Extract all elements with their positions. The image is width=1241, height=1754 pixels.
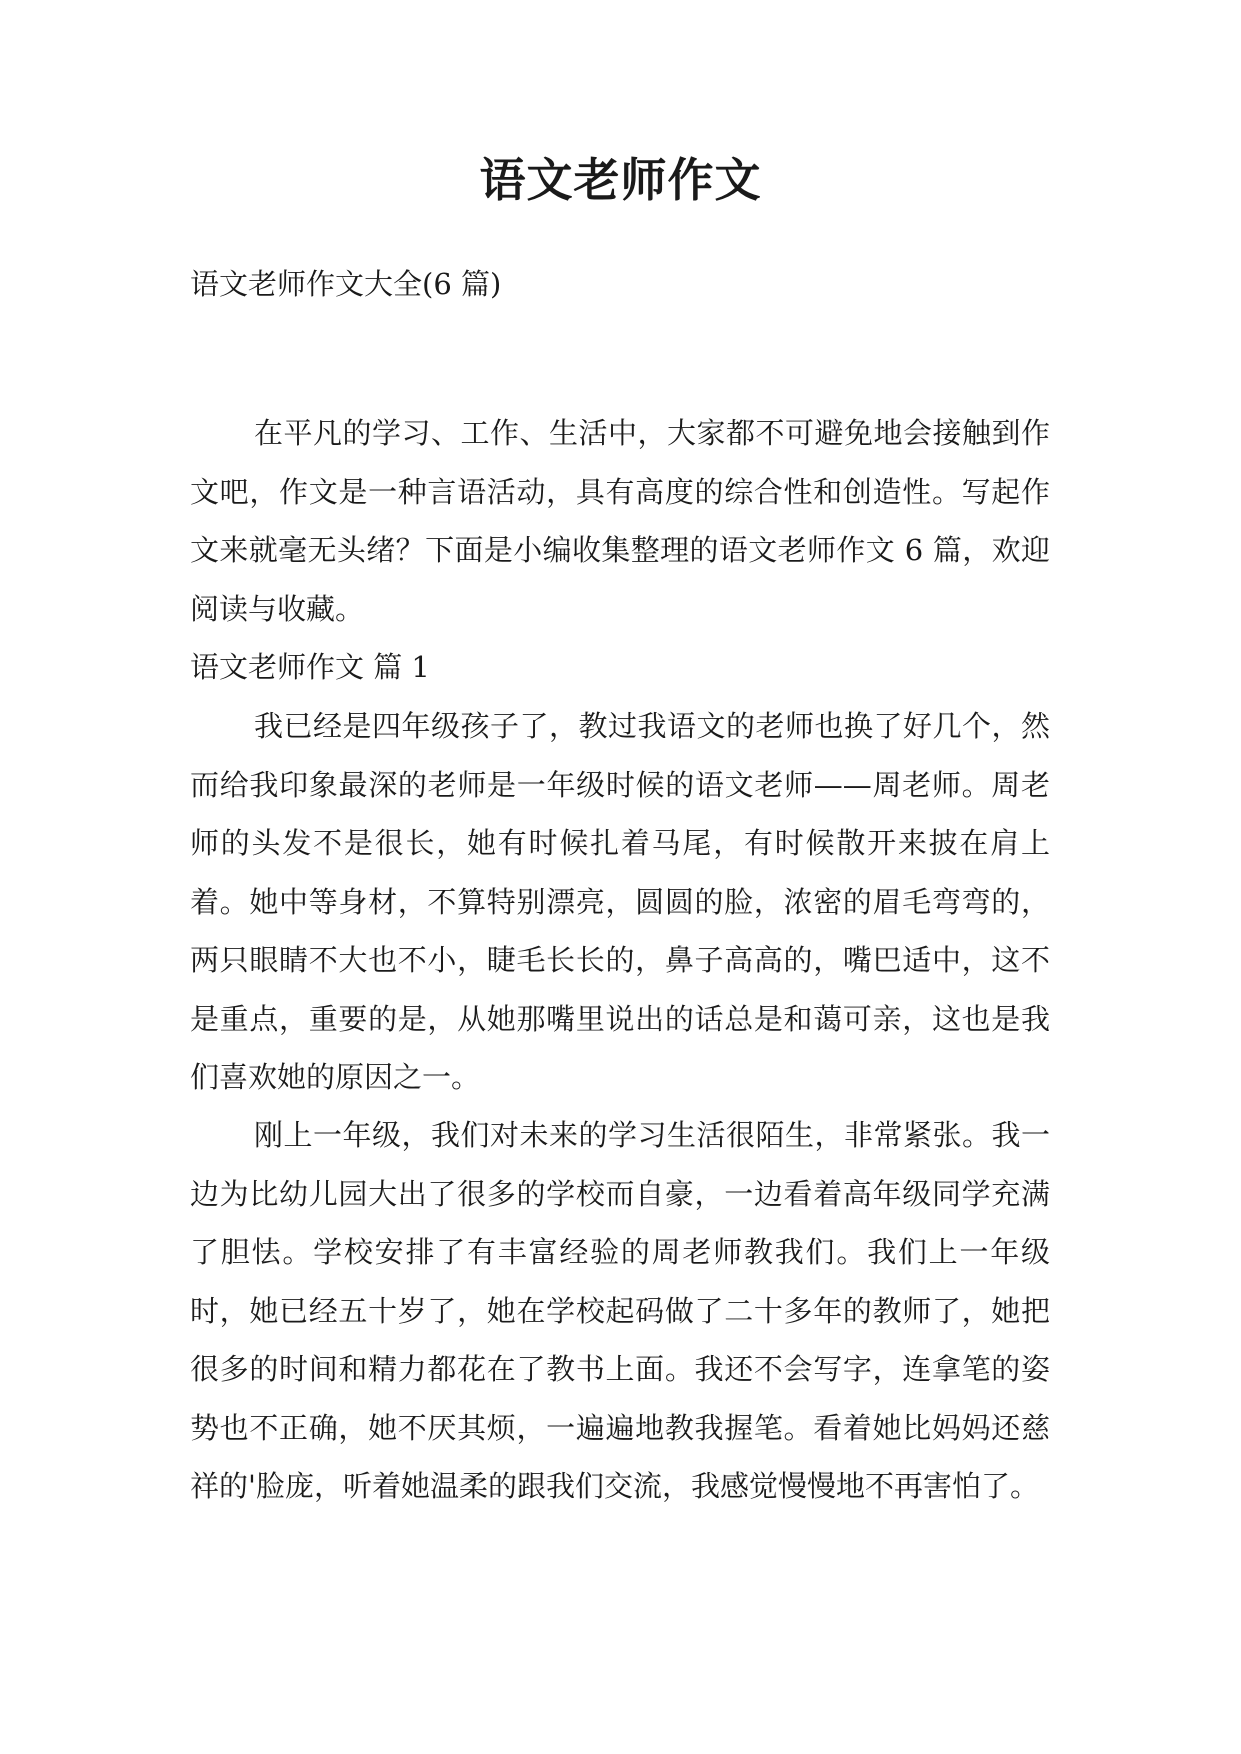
- intro-block: [190, 404, 1050, 638]
- document-subtitle: 语文老师作文大全(6 篇): [190, 267, 502, 301]
- body-paragraph: 刚上一年级，我们对未来的学习生活很陌生，非常紧张。我一边为比幼儿园大出了很多的学校而自豪，一边看着高年级同学充满了胆怯。学校安排了有丰富经验的周老师教我们。我们上一年级时，她已经五十岁了，她在学校起码做了二十多年的教师了，她把很多的时间和精力都花在了教书上面。我还不会写字，连拿笔的姿势也不正确，她不厌其烦，一遍遍地教我握笔。看着她比妈妈还慈祥的'脸庞，听着她温柔的跟我们交流，我感觉慢慢地不再害怕了。: [190, 1118, 1050, 1503]
- document-title: 语文老师作文: [479, 153, 762, 207]
- article-body-2: [190, 1106, 1050, 1516]
- intro-paragraph: 在平凡的学习、工作、生活中，大家都不可避免地会接触到作文吧，作文是一种言语活动，具有高度的综合性和创造性。写起作文来就毫无头绪？下面是小编收集整理的语文老师作文 6 篇，欢迎阅读与收藏。: [190, 416, 1050, 626]
- body-paragraph: 我已经是四年级孩子了，教过我语文的老师也换了好几个，然而给我印象最深的老师是一年级时候的语文老师——周老师。周老师的头发不是很长，她有时候扎着马尾，有时候散开来披在肩上着。她中等身材，不算特别漂亮，圆圆的脸，浓密的眉毛弯弯的，两只眼睛不大也不小，睫毛长长的，鼻子高高的，嘴巴适中，这不是重点，重要的是，从她那嘴里说出的话总是和蔼可亲，这也是我们喜欢她的原因之一。: [190, 709, 1050, 1094]
- article-body-1: [190, 697, 1050, 1107]
- section-heading: 语文老师作文 篇 1: [190, 650, 430, 684]
